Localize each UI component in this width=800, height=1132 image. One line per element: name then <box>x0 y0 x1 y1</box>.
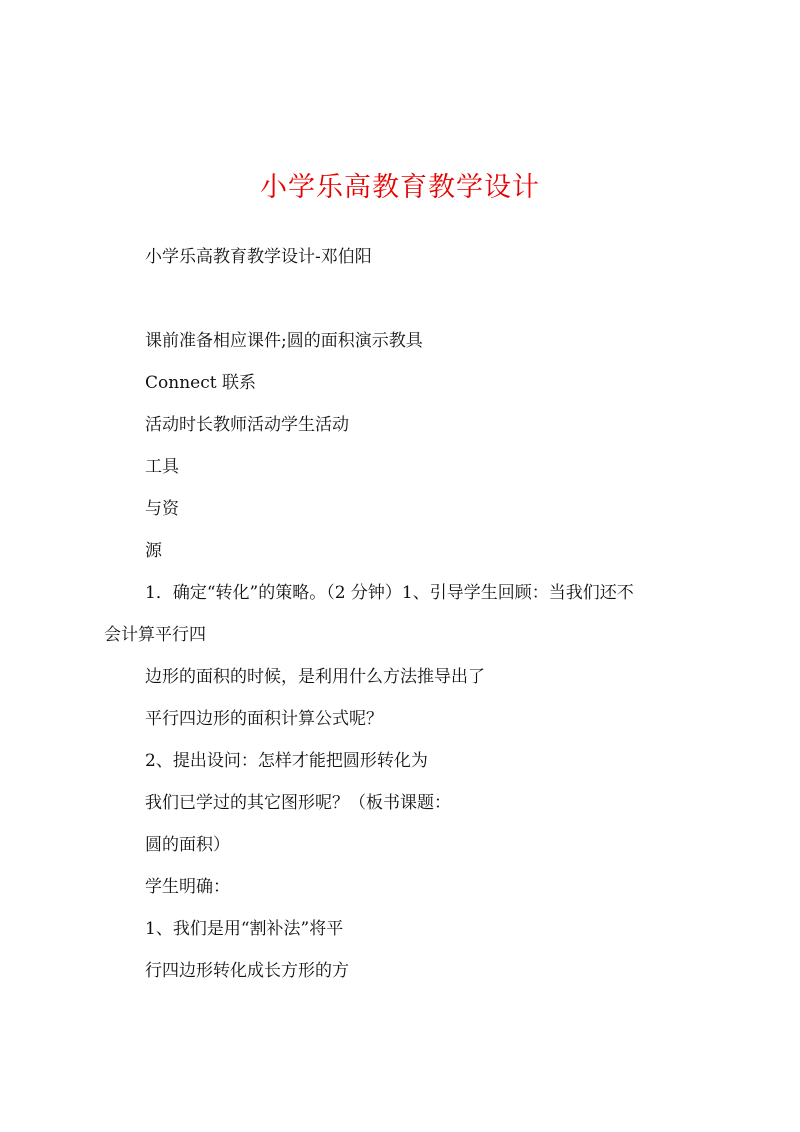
body-line-tools: 工具 <box>145 457 179 477</box>
body-line-review: 边形的面积的时候，是利用什么方法推导出了 <box>145 667 485 687</box>
body-line-rectangle: 行四边形转化成长方形的方 <box>145 961 349 981</box>
body-line-formula: 平行四边形的面积计算公式呢？ <box>145 709 383 729</box>
document-title: 小学乐高教育教学设计 <box>260 172 540 203</box>
body-line-step-1-wrap: 会计算平行四 <box>104 625 206 645</box>
body-line-and-resources: 与资 <box>145 499 179 519</box>
body-line-source: 源 <box>145 541 162 561</box>
body-line-cut-and-fill: 1、我们是用“割补法”将平 <box>145 919 344 939</box>
document-subtitle: 小学乐高教育教学设计-邓伯阳 <box>145 247 372 267</box>
body-line-students-clarify: 学生明确： <box>145 877 230 897</box>
body-line-connect: Connect 联系 <box>145 373 256 393</box>
body-line-prep: 课前准备相应课件;圆的面积演示教具 <box>145 331 423 351</box>
body-line-activity-header: 活动时长教师活动学生活动 <box>145 415 349 435</box>
body-line-circle-area: 圆的面积） <box>145 835 230 855</box>
body-line-question: 2、提出设问：怎样才能把圆形转化为 <box>145 751 428 771</box>
body-line-other-shapes: 我们已学过的其它图形呢？（板书课题： <box>145 793 451 813</box>
body-line-step-1: 1．确定“转化”的策略。（2 分钟）1、引导学生回顾：当我们还不 <box>145 583 634 603</box>
